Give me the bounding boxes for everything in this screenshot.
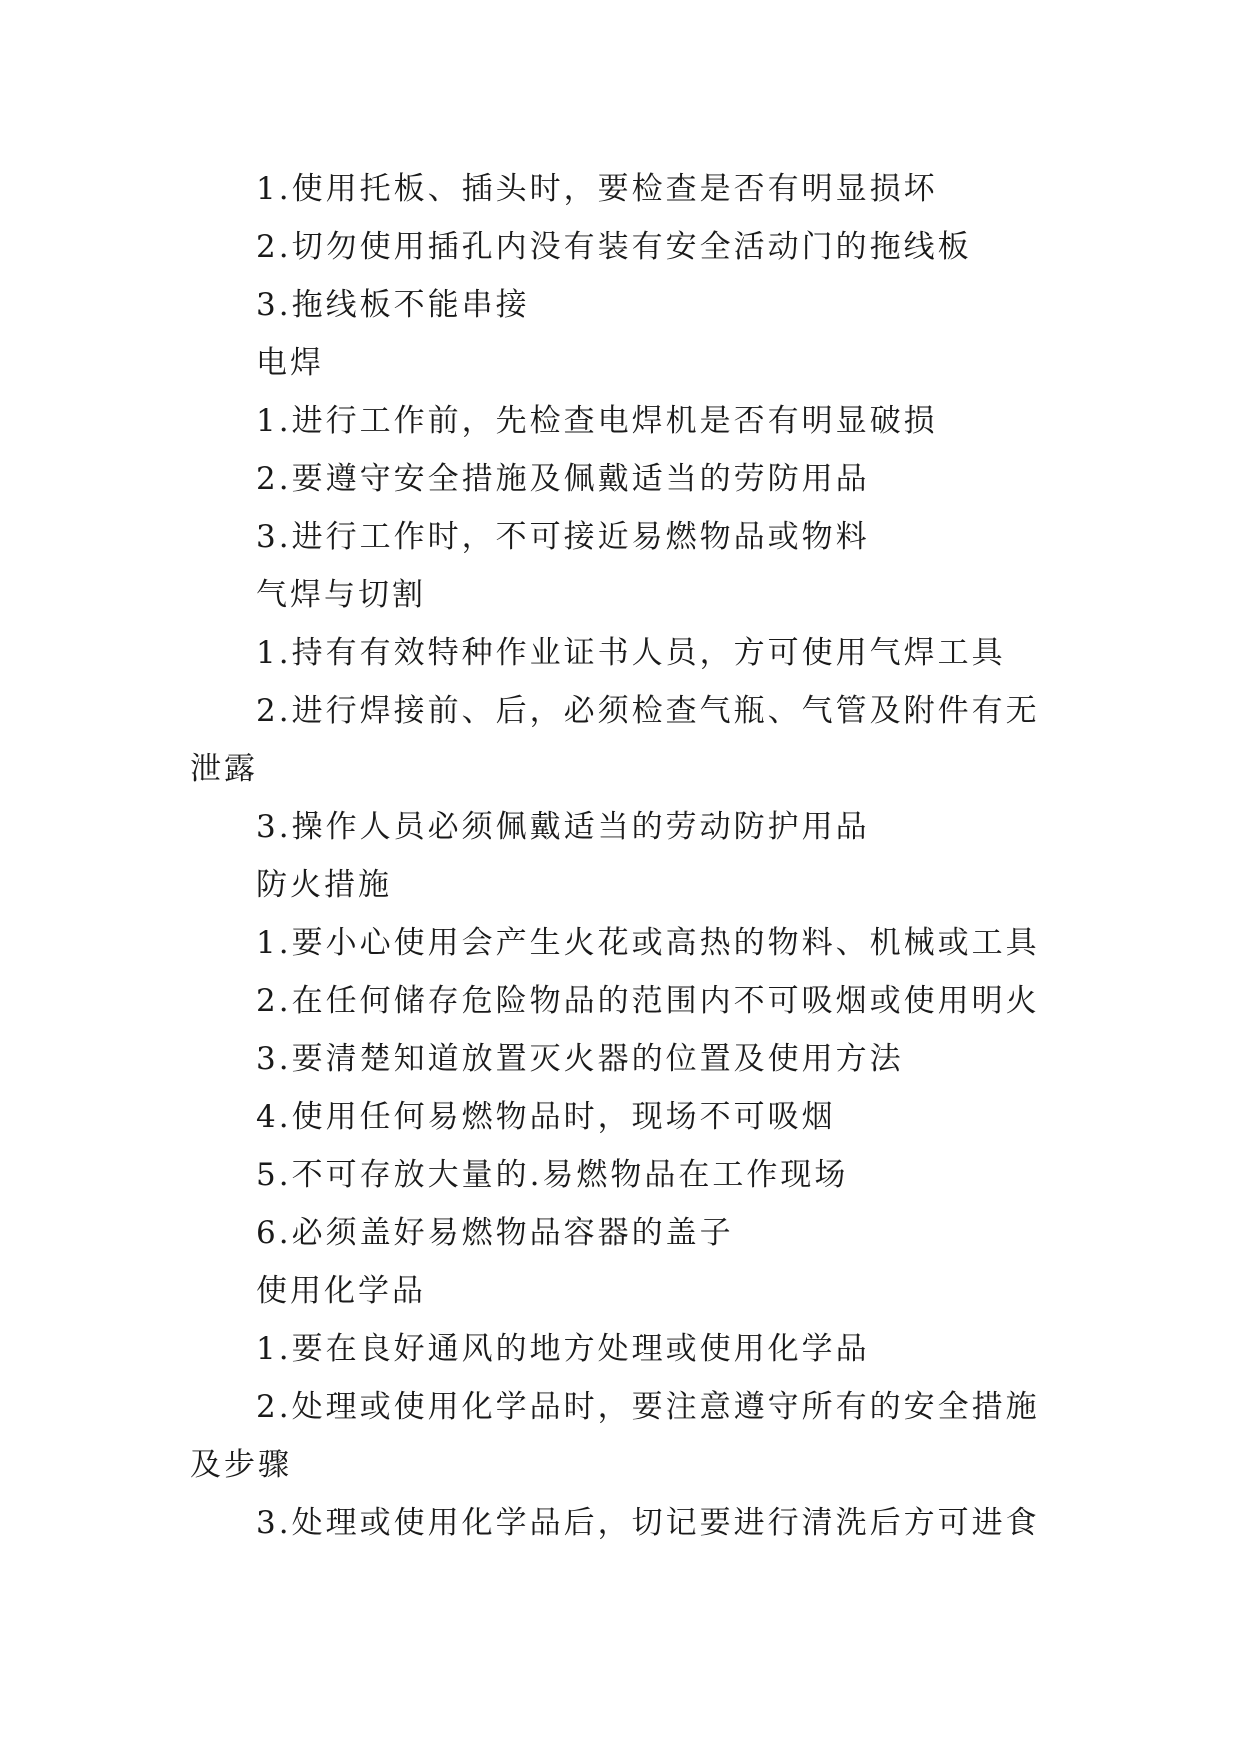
paragraph: 1.持有有效特种作业证书人员，方可使用气焊工具 bbox=[256, 635, 1006, 671]
paragraph: 2.要遵守安全措施及佩戴适当的劳防用品 bbox=[256, 461, 870, 497]
paragraph: 5.不可存放大量的.易燃物品在工作现场 bbox=[256, 1157, 849, 1193]
section-heading: 气焊与切割 bbox=[256, 577, 426, 613]
paragraph: 1.要小心使用会产生火花或高热的物料、机械或工具 bbox=[256, 925, 1040, 961]
paragraph: 2.处理或使用化学品时，要注意遵守所有的安全措施及步骤 bbox=[190, 1389, 1040, 1483]
paragraph: 1.进行工作前，先检查电焊机是否有明显破损 bbox=[256, 403, 938, 439]
section-heading: 电焊 bbox=[256, 345, 324, 381]
paragraph: 3.处理或使用化学品后，切记要进行清洗后方可进食 bbox=[256, 1505, 1040, 1541]
paragraph: 1.要在良好通风的地方处理或使用化学品 bbox=[256, 1331, 870, 1367]
paragraph: 2.切勿使用插孔内没有装有安全活动门的拖线板 bbox=[256, 229, 972, 265]
paragraph: 2.在任何储存危险物品的范围内不可吸烟或使用明火 bbox=[256, 983, 1040, 1019]
paragraph: 1.使用托板、插头时，要检查是否有明显损坏 bbox=[256, 171, 938, 207]
paragraph: 6.必须盖好易燃物品容器的盖子 bbox=[256, 1215, 734, 1251]
section-heading: 防火措施 bbox=[256, 867, 392, 903]
paragraph: 4.使用任何易燃物品时，现场不可吸烟 bbox=[256, 1099, 836, 1135]
paragraph: 2.进行焊接前、后，必须检查气瓶、气管及附件有无泄露 bbox=[190, 693, 1040, 787]
section-heading: 使用化学品 bbox=[256, 1273, 426, 1309]
paragraph: 3.操作人员必须佩戴适当的劳动防护用品 bbox=[256, 809, 870, 845]
paragraph: 3.要清楚知道放置灭火器的位置及使用方法 bbox=[256, 1041, 904, 1077]
paragraph: 3.拖线板不能串接 bbox=[256, 287, 530, 323]
document-body bbox=[190, 160, 1060, 1552]
paragraph: 3.进行工作时，不可接近易燃物品或物料 bbox=[256, 519, 870, 555]
